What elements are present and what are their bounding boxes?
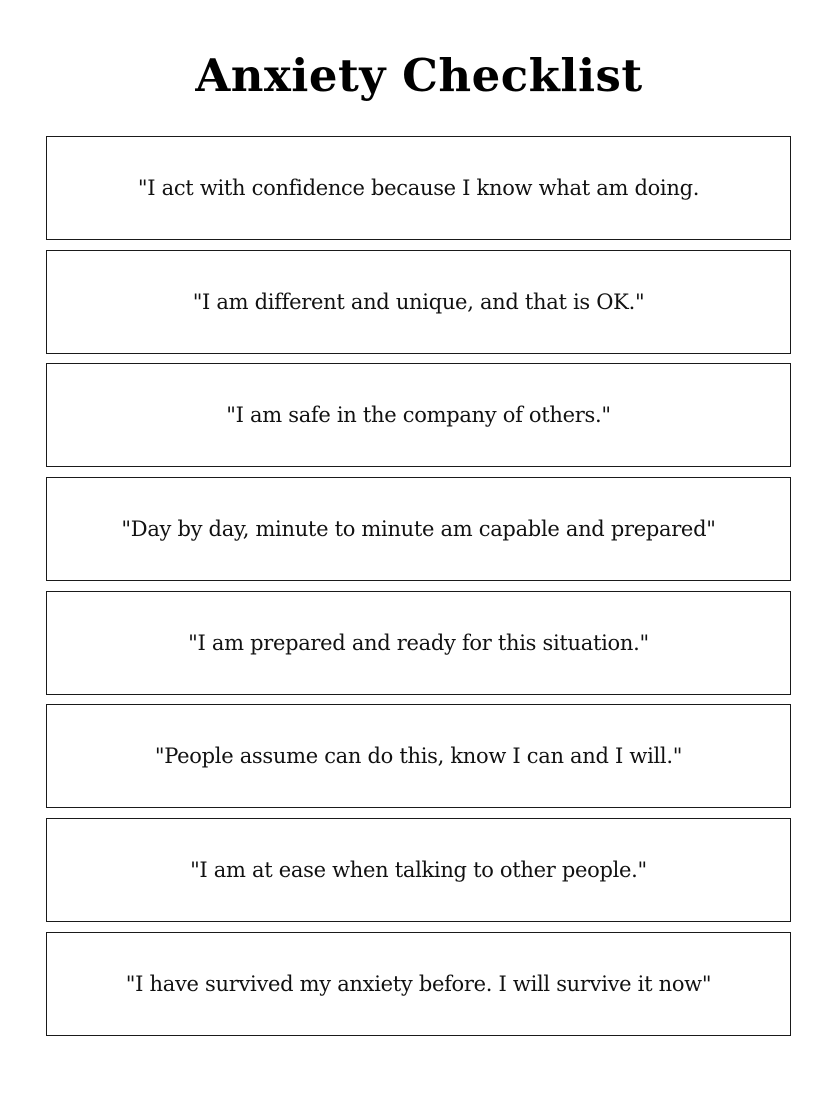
checklist-item: [46, 704, 791, 808]
checklist-item: [46, 818, 791, 922]
checklist-item: [46, 591, 791, 695]
checklist-item: [46, 136, 791, 240]
checklist-item-text: "I act with confidence because I know what am doing.: [137, 176, 700, 200]
checklist: [46, 136, 791, 1046]
checklist-item: [46, 477, 791, 581]
checklist-item: [46, 363, 791, 467]
checklist-item: [46, 932, 791, 1036]
checklist-item-text: "I am at ease when talking to other people.": [190, 858, 647, 883]
checklist-item-text: "I am safe in the company of others.": [226, 403, 611, 428]
checklist-item: [46, 250, 791, 354]
checklist-item-text: "People assume can do this, know I can and I will.": [154, 744, 683, 769]
checklist-item-text: "Day by day, minute to minute am capable and prepared": [121, 517, 716, 542]
checklist-item-text: "I am different and unique, and that is OK.": [192, 289, 645, 314]
checklist-item-text: "I have survived my anxiety before. I will survive it now": [125, 971, 712, 996]
checklist-item-text: "I am prepared and ready for this situation.": [188, 630, 649, 655]
page-title: Anxiety Checklist: [195, 49, 643, 102]
